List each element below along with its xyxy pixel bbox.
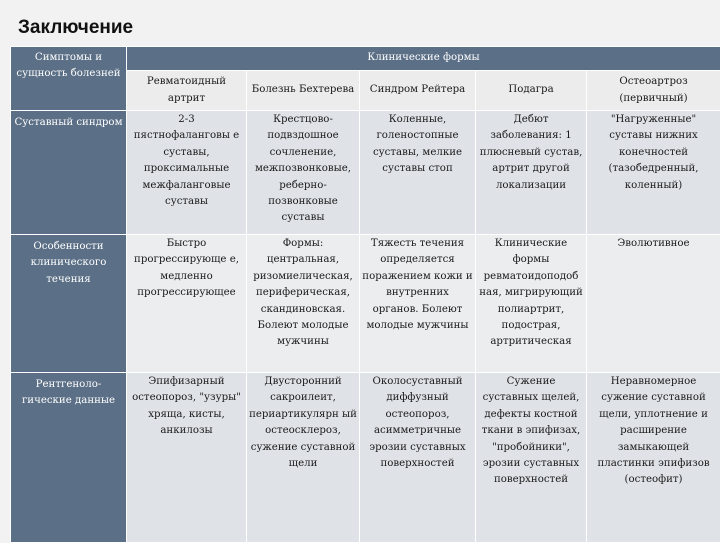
table-cell: Неравномерное сужение суставной щели, уплотнение и расширение замыкающей пластинки эпифизов (остеофит) bbox=[587, 373, 720, 543]
table-cell: Эволютивное bbox=[587, 235, 720, 373]
row-header: Особенности клинического течения bbox=[11, 235, 127, 373]
column-header: Ревматоидный артрит bbox=[127, 71, 247, 111]
table-cell: Быстро прогрессирующе е, медленно прогрессирующее bbox=[127, 235, 247, 373]
column-header: Подагра bbox=[476, 71, 587, 111]
column-header: Синдром Рейтера bbox=[360, 71, 476, 111]
table-cell: Дебют заболевания: 1 плюсневый сустав, артрит другой локализации bbox=[476, 111, 587, 235]
table-cell: Околосуставный диффузный остеопороз, асимметричные эрозии суставных поверхностей bbox=[360, 373, 476, 543]
table-cell: Коленные, голеностопные суставы, мелкие суставы стоп bbox=[360, 111, 476, 235]
table-row bbox=[11, 373, 720, 543]
table-cell: Двусторонний сакроилеит, периартикулярн ый остеосклероз, сужение суставной щели bbox=[247, 373, 360, 543]
table-cell: Крестцово-подвздошное сочленение, межпозвонковые, реберно-позвонковые суставы bbox=[247, 111, 360, 235]
slide-title: Заключение bbox=[18, 17, 133, 39]
table-row bbox=[11, 111, 720, 235]
table-cell: Эпифизарный остеопороз, "узуры" хряща, кисты, анкилозы bbox=[127, 373, 247, 543]
table-cell: Клинические формы ревматоидоподоб ная, мигрирующий полиартрит, подострая, артритическая bbox=[476, 235, 587, 373]
row-header: Суставный синдром bbox=[11, 111, 127, 235]
comparison-table bbox=[10, 46, 720, 543]
table-cell: Формы: центральная, ризомиелическая, периферическая, скандиновская. Болеют молодые мужчины bbox=[247, 235, 360, 373]
corner-header: Симптомы и сущность болезней bbox=[11, 47, 127, 111]
table-cell: Сужение суставных щелей, дефекты костной ткани в эпифизах, "пробойники", эрозии суставных поверхностей bbox=[476, 373, 587, 543]
table-cell: "Нагруженные" суставы нижних конечностей (тазобедренный, коленный) bbox=[587, 111, 720, 235]
table-cell: 2-3 пястнофаланговы е суставы, проксимальные межфаланговые суставы bbox=[127, 111, 247, 235]
table-cell: Тяжесть течения определяется поражением кожи и внутренних органов. Болеют молодые мужчины bbox=[360, 235, 476, 373]
column-header: Остеоартроз (первичный) bbox=[587, 71, 720, 111]
table-row bbox=[11, 235, 720, 373]
row-header: Рентгеноло-гические данные bbox=[11, 373, 127, 543]
column-header: Болезнь Бехтерева bbox=[247, 71, 360, 111]
group-header: Клинические формы bbox=[127, 47, 720, 71]
header-row bbox=[11, 47, 720, 71]
